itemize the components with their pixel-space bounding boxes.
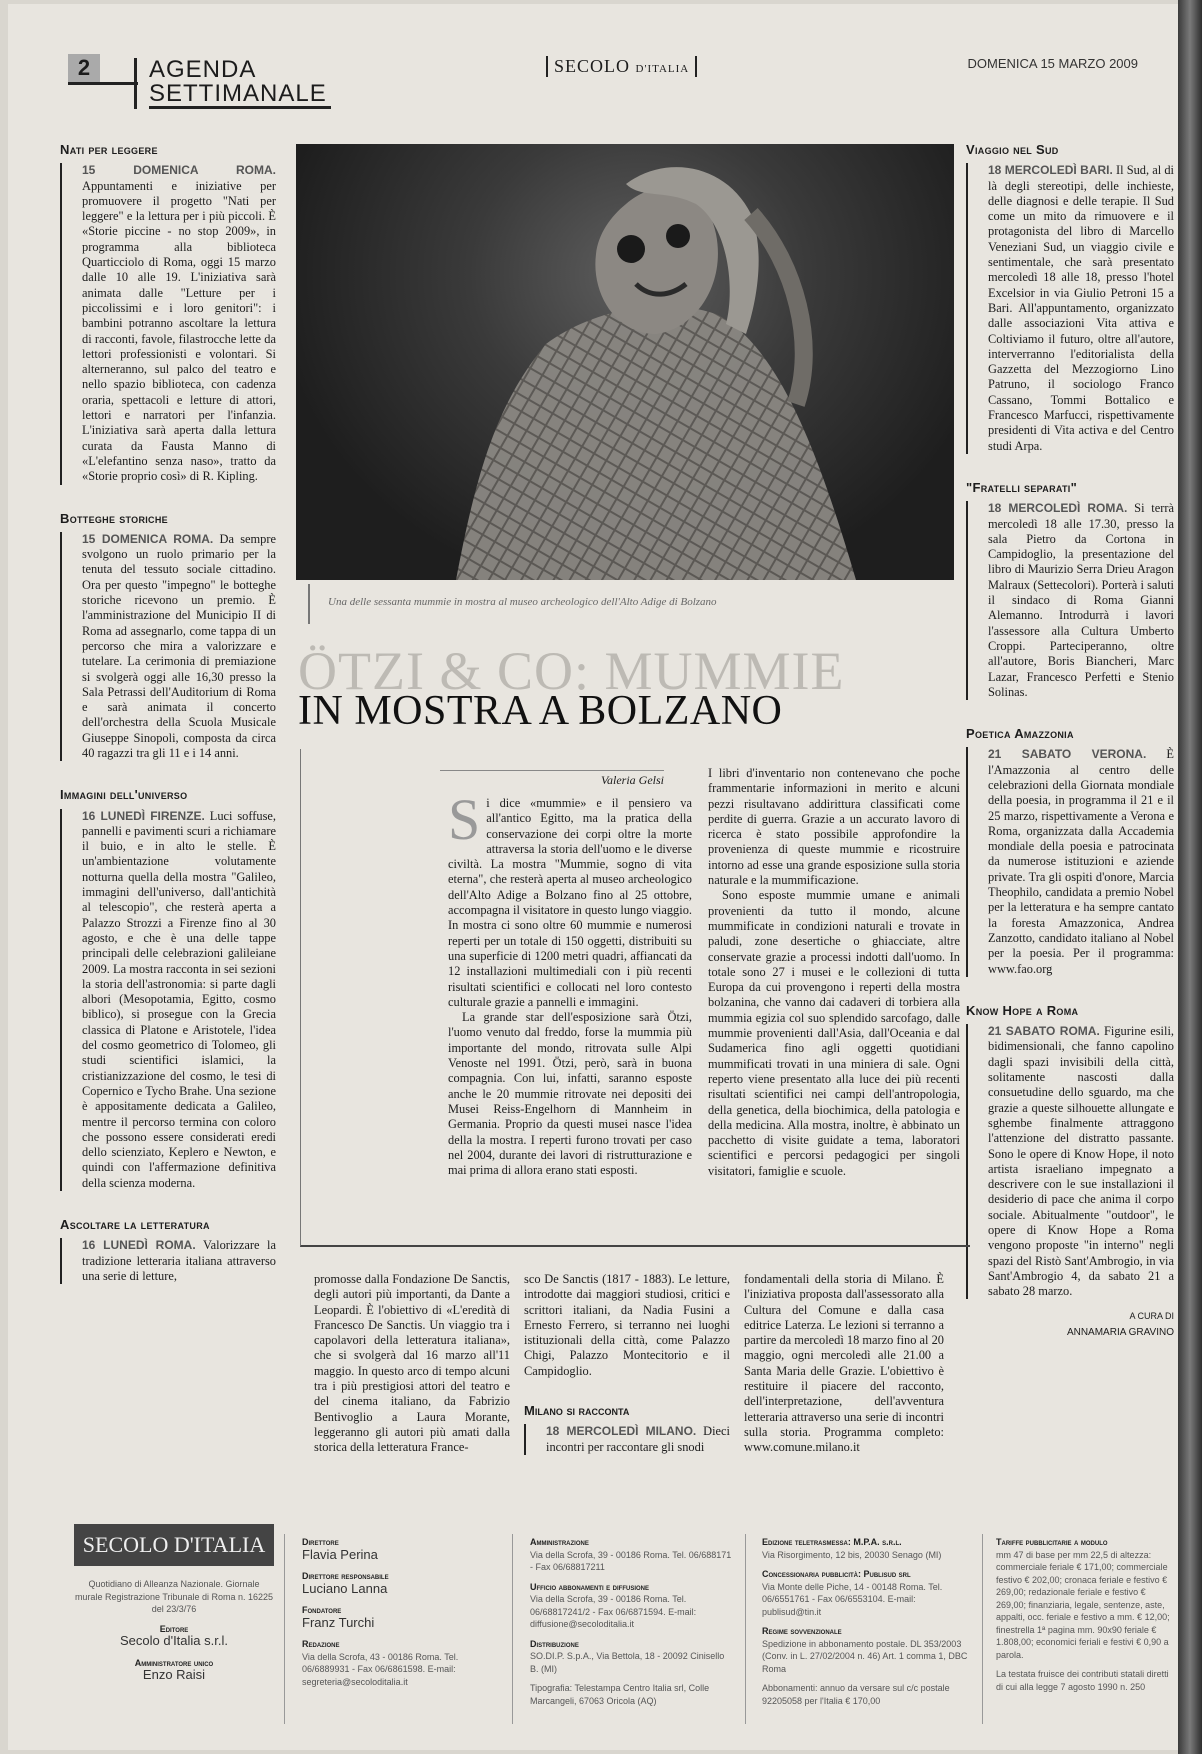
brief-know-hope	[966, 1003, 1174, 1300]
colophon-col-2	[302, 1536, 502, 1695]
colophon-divider	[745, 1534, 746, 1724]
photo-caption: Una delle sessanta mummie in mostra al museo archeologico dell'Alto Adige di Bolzano	[328, 596, 717, 608]
ammin-label: Amministrazione	[530, 1537, 589, 1547]
curator-credit	[966, 1309, 1174, 1340]
brief-text: È l'Amazzonia al centro delle celebrazioni della Giornata mondiale della poesia, in programma il 21 e il 25 marzo, rispettivamente a Verona e Roma, organizzata dalla Accademia mondiale della poesia e patrocinata da numerose istituzioni e aziende private. Tra gli ospiti d'onore, Marcia Theophilo, candidata a premio Nobel per la letteratura e ha sempre cantato la foresta Amazzonica, Andrea Zanzotto, candidato italiano al Nobel per la poesia. Per il programma: www.fao.org	[988, 747, 1174, 976]
page-edge-shadow	[1178, 0, 1202, 1754]
dateline: DOMENICA 15 MARZO 2009	[967, 56, 1138, 71]
colophon	[74, 1524, 1176, 1729]
page-number: 2	[68, 54, 100, 82]
brief-date: 18 MERCOLEDÌ MILANO.	[546, 1424, 697, 1439]
article-column-2	[708, 766, 960, 1179]
brief-date: 15 DOMENICA ROMA.	[82, 531, 214, 546]
brief-text: Figurine esili, bidimensionali, che fanno capolino dagli spazi invisibili della città, solitamente nascosti dalla consuetudine dello sguardo, ma che grazie a queste silhouette allungate e sghembe finalmente attraggono l'attenzione del distratto passante. Sono le opere di Know Hope, il noto artista israeliano impegnato a descrivere con le sue installazioni il desiderio di pace che anima il corpo sociale. Abitualmente "outdoor", le opere di Know Hope a Roma vengono proposte "in interno" negli spazi del Ristò Sant'Ambrogio, in via Sant'Ambrogio 4, da sabato 21 a sabato 28 marzo.	[988, 1024, 1174, 1299]
mummy-illustration	[296, 144, 954, 580]
brief-text: Da sempre svolgono un ruolo primario per la tenuta del tessuto sociale cittadino. Ora per questo "impegno" le botteghe storiche ricevono un premio. È l'amministrazione del Municipio II di Roma ad assegnarlo, come tappa di un percorso che mira a valorizzare e tutelare. La cerimonia di premiazione si svolgerà oggi alle 16,30 presso la Sala Petrassi dell'Auditorium di Roma e sarà animata il concerto dell'orchestra della Scuola Musicale Giuseppe Sinopoli, composta da circa 40 ragazzi tra gli 11 e i 14 anni.	[82, 531, 276, 760]
edizione-label: Edizione teletrasmessa: M.P.A. s.r.l.	[762, 1537, 902, 1547]
brief-title: Viaggio nel Sud	[966, 142, 1059, 157]
brief-fratelli-separati	[966, 480, 1174, 700]
redazione: Via della Scrofa, 43 - 00186 Roma. Tel. 06/6889931 - Fax 06/6861598. E-mail: segreteria@secoloditalia.it	[302, 1651, 459, 1687]
colophon-col-4	[762, 1536, 972, 1714]
brief-title: Milano si racconta	[524, 1403, 630, 1419]
brief-immagini-universo	[60, 787, 276, 1191]
ufficio: Via della Scrofa, 39 - 00186 Roma. Tel. 06/68817241/2 - Fax 06/6871594. E-mail: diffusione@secoloditalia.it	[530, 1594, 697, 1629]
brief-viaggio-sud	[966, 142, 1174, 454]
byline: Valeria Gelsi	[440, 770, 664, 788]
brief-body	[60, 532, 276, 761]
admin: Enzo Raisi	[142, 1667, 206, 1682]
brief-title: Nati per leggere	[60, 142, 158, 157]
colophon-divider	[284, 1534, 285, 1724]
brief-date: 21 SABATO ROMA.	[988, 1024, 1100, 1039]
mummy-photo	[296, 144, 954, 580]
brief-body	[60, 809, 276, 1191]
brief-date: 18 MERCOLEDÌ ROMA.	[988, 501, 1128, 516]
brief-poetica-amazzonia	[966, 726, 1174, 977]
regime-label: Regime sovvenzionale	[762, 1626, 842, 1636]
redazione-label: Redazione	[302, 1639, 340, 1649]
newspaper-page	[8, 4, 1178, 1750]
admin-label: Amministratore unico	[134, 1657, 214, 1668]
resp: Luciano Lanna	[302, 1580, 388, 1596]
section-title-line2: SETTIMANALE	[149, 82, 331, 109]
brief-body	[524, 1424, 730, 1455]
distrib-label: Distribuzione	[530, 1638, 579, 1649]
lower-column-a: promosse dalla Fondazione De Sanctis, degli autori più importanti, da Dante a Leopardi. È l'obiettivo di «L'eredità di Francesco De Sanctis. Un viaggio tra i capolavori della letteratura italiana», che si svolgerà dal 16 marzo all'11 maggio. In questo arco di tempo alcuni tra i più prestigiosi attori del teatro e del cinema italiano, da Fabrizio Bentivoglio a Laura Morante, leggeranno gli autori più amati dalla storica della letteratura France-	[314, 1272, 510, 1455]
colophon-divider	[982, 1534, 983, 1724]
colophon-divider	[512, 1534, 513, 1724]
brief-title: Poetica Amazzonia	[966, 726, 1074, 742]
brief-date: 16 LUNEDÌ FIRENZE.	[82, 808, 205, 823]
brief-body	[966, 1024, 1174, 1299]
brief-text: Si terrà mercoledì 18 alle 17.30, presso la sala Pietro da Cortona in Campidoglio, la presentazione del libro di Maurizio Serra Drieu Aragon Malraux (Settecolori). Porterà i saluti il sindaco di Roma Gianni Alemanno. Introdurrà i lavori l'assessore alla Cultura Umberto Croppi. Parteciperanno, oltre all'autore, Boris Biancheri, Marc Lazar, Francesco Perfetti e Stenio Solinas.	[988, 501, 1174, 699]
dropcap: S	[448, 787, 481, 852]
brief-title: "Fratelli separati"	[966, 479, 1078, 495]
section-title-line1: AGENDA	[149, 56, 257, 83]
ammin: Via della Scrofa, 39 - 00186 Roma. Tel. 06/688171 - Fax 06/68817211	[530, 1549, 732, 1572]
brief-title: Ascoltare la letteratura	[60, 1217, 210, 1232]
left-column	[60, 142, 276, 1310]
caption-rule	[308, 584, 310, 624]
headline-line2: IN MOSTRA A BOLZANO	[298, 688, 783, 734]
abbonamenti: Abbonamenti: annuo da versare sul c/c postale 92205058 per l'Italia € 170,00	[762, 1683, 950, 1706]
conc: Via Monte delle Piche, 14 - 00148 Roma. Tel. 06/6551761 - Fax 06/6553104. E-mail: publisud@tin.it	[762, 1581, 943, 1617]
colophon-col-1	[74, 1578, 274, 1691]
contributi: La testata fruisce dei contributi statali diretti di cui alla legge 7 agosto 1990 n. 250	[996, 1669, 1169, 1692]
brief-date: 16 LUNEDÌ ROMA.	[82, 1238, 196, 1253]
tariffe-label: Tariffe pubblicitarie a modulo	[996, 1537, 1108, 1547]
article-paragraph: La grande star dell'esposizione sarà Ötzi, l'uomo venuto dal freddo, forse la mummia più importante del mondo, ritrovata sulle Alpi Venoste nel 1991. Ötzi, però, sarà in buona compagnia. Con lui, infatti, saranno esposte anche le 20 mummie ritrovate nei depositi dei Musei Reiss-Engelhorn di Mannheim in Germania. Proprio da questi musei nasce l'idea della la mostra. I reperti furono trovati per caso nel 2004, durante dei lavori di ristrutturazione e mai prima di allora erano stati esposti.	[448, 1010, 692, 1178]
masthead	[546, 56, 697, 77]
right-column	[966, 142, 1174, 1340]
fondatore-label: Fondatore	[302, 1605, 342, 1615]
brief-body	[966, 747, 1174, 976]
brief-text: Luci soffuse, pannelli e pavimenti scuri a richiamare il buio, e in alto le stelle. È un'ambientazione volutamente notturna quella della mostra "Galileo, immagini dell'universo, dall'antichità al telescopio", che resterà aperta a Palazzo Strozzi a Firenze fino al 30 agosto, e che è una delle tappe principali delle celebrazioni galileiane 2009. La mostra racconta in sei sezioni la storia dell'astronomia: si parte dagli albori (Mesopotamia, Egitto, cosmo biblico), si prosegue con la Grecia classica di Platone e Aristotele, l'idea del cosmo geometrico di Tolomeo, gli studi scientifici islamici, la cristianizzazione del cosmo, le tesi di Copernico e Tycho Brahe. Una sezione è appositamente dedicata a Galileo, mentre il percorso termina con coloro che possono essere considerati eredi dello scienziato, Keplero e Newton, e quindi con l'affermazione definitiva della scienza moderna.	[82, 808, 276, 1190]
lower-column-c: fondamentali della storia di Milano. È l'iniziativa proposta dall'assessorato alla Cultura del Comune e dalla casa editrice Laterza. Le lezioni si terranno a partire da mercoledì 18 marzo fino al 20 maggio, ogni mercoledì alle 21.00 a Santa Maria delle Grazie. L'obiettivo è restituire il piacere del racconto, dell'interpretazione, dell'avventura letteraria attraverso una serie di incontri sulla storia. Programma completo: www.comune.milano.it	[744, 1272, 944, 1455]
ufficio-label: Ufficio abbonamenti e diffusione	[530, 1581, 649, 1592]
brief-milano	[524, 1403, 730, 1455]
colophon-col-3	[530, 1536, 735, 1714]
lower-paragraph: sco De Sanctis (1817 - 1883). Le letture, introdotte dai maggiori studiosi, critici e scrittori italiani, da Nadia Fusini a Ernesto Ferrero, si terranno nei luoghi istituzionali della città, come Palazzo Chigi, Palazzo Montecitorio e il Campidoglio.	[524, 1272, 730, 1378]
resp-label: Direttore responsabile	[302, 1571, 389, 1581]
brief-title: Immagini dell'universo	[60, 787, 188, 803]
tipografia: Tipografia: Telestampa Centro Italia srl, Colle Marcangeli, 67063 Oricola (AQ)	[530, 1683, 710, 1706]
brief-text: Il Sud, al di là degli stereotipi, delle inchieste, delle diagnosi e delle terapie. Il Sud come un mito da rimuovere e il protagonista del libro di Marcello Veneziani Sud, un viaggio civile e sentimentale, che sarà presentato mercoledì 18 alle 18, presso l'hotel Excelsior in via Giulio Petroni 15 a Bari. All'appuntamento, organizzato dalle associazioni Vita attiva e Coltiviamo il futuro, oltre all'autore, interverranno l'editorialista della Gazzetta del Mezzogiorno Lino Patruno, il sociologo Franco Cassano, Tommi Bottalico e Francesco Marfucci, rispettivamente presidenti di Vita activa e del Centro studi Arpa.	[988, 163, 1174, 453]
brief-text: Dieci incontri per raccontare gli snodi	[546, 1424, 730, 1454]
tariffe: mm 47 di base per mm 22,5 di altezza: commerciale feriale € 171,00; commerciale festivo € 202,00; cronaca feriale e festivo € 269,00; redazionale feriale e festivo € 269,00; finanziaria, legale, sentenze, aste, appalti, occ. feriale e festivo a mm. € 12,00; finestrella 1ª pagina mm. 90x90 feriale € 1.808,00; economici feriali e festivi € 0,90 a parola.	[996, 1549, 1170, 1660]
brief-body	[60, 163, 276, 484]
regime: Spedizione in abbonamento postale. DL 353/2003 (Conv. in L. 27/02/2004 n. 46) Art. 1 comma 1, DBC Roma	[762, 1638, 968, 1674]
brief-text: Valorizzare la tradizione letteraria italiana attraverso una serie di letture,	[82, 1238, 276, 1283]
brief-body	[966, 501, 1174, 700]
brief-body	[966, 163, 1174, 454]
edizione: Via Risorgimento, 12 bis, 20030 Senago (MI)	[762, 1549, 942, 1560]
brief-date: 18 MERCOLEDÌ BARI.	[988, 163, 1113, 178]
direttore-label: Direttore	[302, 1537, 339, 1547]
editore-label: Editore	[159, 1623, 189, 1634]
curator-label: A CURA DI	[1129, 1311, 1174, 1322]
curator-name: ANNAMARIA GRAVINO	[1066, 1326, 1174, 1338]
brief-botteghe-storiche	[60, 511, 276, 762]
footer-logo: SECOLO D'ITALIA	[74, 1524, 274, 1566]
section-title	[134, 58, 331, 109]
brief-ascoltare-letteratura	[60, 1217, 276, 1284]
brief-nati-per-leggere	[60, 142, 276, 485]
direttore: Flavia Perina	[302, 1546, 378, 1562]
headline-line1: ÖTZI & CO: MUMMIE	[298, 641, 845, 701]
article-paragraph: Sono esposte mummie umane e animali provenienti da tutto il mondo, alcune mummificate in condizioni naturali e trovate in paludi, zone desertiche o ghiacciate, altre conservate grazie a processi indotti dall'uomo. In totale sono 27 i musei e le collezioni di tutta Europa da cui provengono i reperti della mostra bolzanina, che vanno dai cadaveri di torbiera alla mummia egizia col suo splendido sarcofago, dalle mummie provenienti dall'Asia, dall'Oceania e dal Sudamerica fino agli oggetti quotidiani mummificati trovati in una miniera di sale. Ogni reperto viene presentato alla luce dei più recenti risultati scientifici nei campi dell'antropologia, della genetica, della biochimica, della patologia e della medicina. Alla mostra, inoltre, è abbinato un pacchetto di visite guidate a tema, laboratori scientifici e percorsi pedagogici per singoli visitatori, famiglie e scuole.	[708, 888, 960, 1178]
lower-column-b	[524, 1272, 730, 1455]
article-column-1	[448, 787, 692, 1178]
editore: Secolo d'Italia s.r.l.	[120, 1633, 228, 1648]
brief-body	[60, 1238, 276, 1284]
brief-title: Botteghe storiche	[60, 510, 168, 526]
brief-title: Know Hope a Roma	[966, 1002, 1079, 1018]
article-paragraph: I libri d'inventario non contenevano che poche frammentarie informazioni in merito e alcuni pezzi risultavano addirittura classificati come perdite di guerra. Grazie a un accurato lavoro di ricerca è stato possibile approfondire la provenienza di queste mummie e ricostruire intorno ad esse una grande esposizione sulla storia naturale e la mummificazione.	[708, 766, 960, 888]
brief-text: Appuntamenti e iniziative per promuovere il progetto "Nati per leggere" e la lettura per i più piccoli. È «Storie piccine - no stop 2009», in programma alla biblioteca Quarticciolo di Roma, oggi 15 marzo dalle 10 alle 19. L'iniziativa sarà animata dalle "Letture per i piccolissimi e i loro genitori": i bambini potranno ascoltare la lettura di racconti, favole, filastrocche lette da lettori professionisti e volontari. Si alterneranno, sul palco del teatro e nello spazio biblioteca, con cadenza oraria, spettacoli e letture di attori, lettori e narratori per l'infanzia. L'iniziativa sarà aperta dalla lettura curata da Fausta Manno di «L'elefantino senza naso», tratto da «Storie proprio così» di R. Kipling.	[82, 178, 276, 484]
article-paragraph: i dice «mummie» e il pensiero va all'antico Egitto, ma la pratica della conservazione dei corpi oltre la morte attraversa la storia dell'uomo e le diverse civiltà. La mostra "Mummie, sogno di vita eterna", che resterà aperta al museo archeologico dell'Alto Adige a Bolzano fino al 25 ottobre, accompagna il visitatore in questo lungo viaggio. In mostra ci sono oltre 60 mummie e numerosi reperti per un totale di 150 oggetti, distribuiti su una superficie di 1200 metri quadri, affiancati da 12 installazioni multimediali con i più recenti risultati scientifici e collocati nel loro contesto culturale grazie a pannelli e immagini.	[448, 796, 692, 1009]
masthead-suffix: D'ITALIA	[635, 63, 690, 75]
conc-label: Concessionaria pubblicità: Publisud srl	[762, 1569, 911, 1579]
colophon-col-5	[996, 1536, 1174, 1700]
fondatore: Franz Turchi	[302, 1614, 375, 1630]
brief-date: 21 SABATO VERONA.	[988, 747, 1147, 762]
brief-date: 15 DOMENICA ROMA.	[82, 163, 276, 178]
distrib: SO.DI.P. S.p.A., Via Bettola, 18 - 20092 Cinisello B. (MI)	[530, 1651, 725, 1674]
logo-sub: Quotidiano di Alleanza Nazionale. Giornale murale Registrazione Tribunale di Roma n. 16225 del 23/3/76	[74, 1579, 274, 1614]
page-number-rule	[68, 82, 138, 85]
masthead-name: SECOLO	[554, 56, 631, 76]
